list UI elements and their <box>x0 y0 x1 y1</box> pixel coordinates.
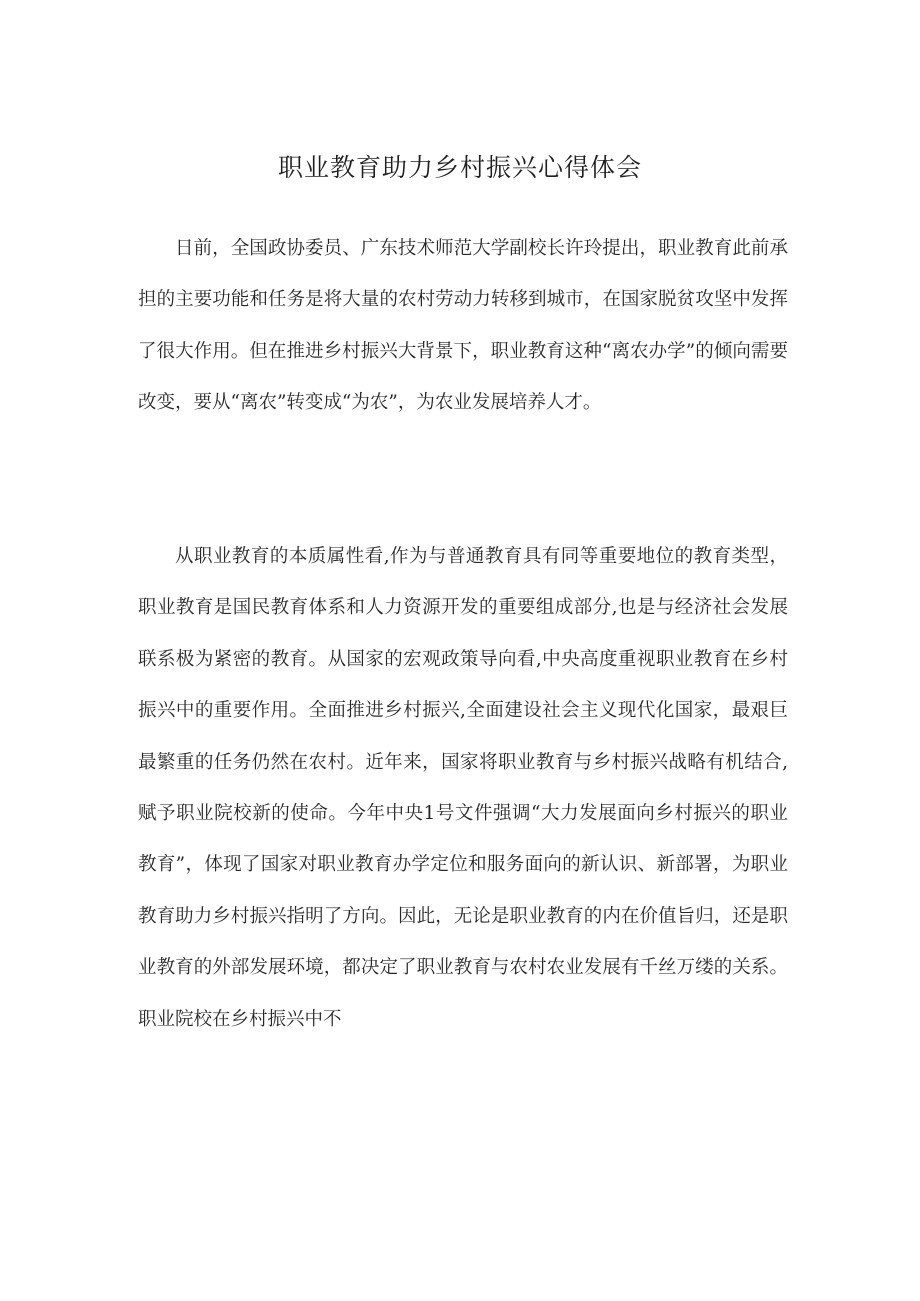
paragraph-1: 日前，全国政协委员、广东技术师范大学副校长许玲提出，职业教育此前承担的主要功能和任务是将大量的农村劳动力转移到城市，在国家脱贫攻坚中发挥了很大作用。但在推进乡村振兴大背景下，职业教育这种“离农办学”的倾向需要改变，要从“离农”转变成“为农”，为农业发展培养人才。 <box>138 238 788 414</box>
document-title: 职业教育助力乡村振兴心得体会 <box>277 153 642 182</box>
paragraph-2: 从职业教育的本质属性看,作为与普通教育具有同等重要地位的教育类型，职业教育是国民教育体系和人力资源开发的重要组成部分,也是与经济社会发展联系极为紧密的教育。从国家的宏观政策导向看,中央高度重视职业教育在乡村振兴中的重要作用。全面推进乡村振兴,全面建设社会主义现代化国家，最艰巨最繁重的任务仍然在农村。近年来，国家将职业教育与乡村振兴战略有机结合,赋予职业院校新的使命。今年中央1号文件强调“大力发展面向乡村振兴的职业教育”，体现了国家对职业教育办学定位和服务面向的新认识、新部署，为职业教育助力乡村振兴指明了方向。因此，无论是职业教育的内在价值旨归，还是职业教育的外部发展环境，都决定了职业教育与农村农业发展有千丝万缕的关系。职业院校在乡村振兴中不 <box>138 546 788 1030</box>
